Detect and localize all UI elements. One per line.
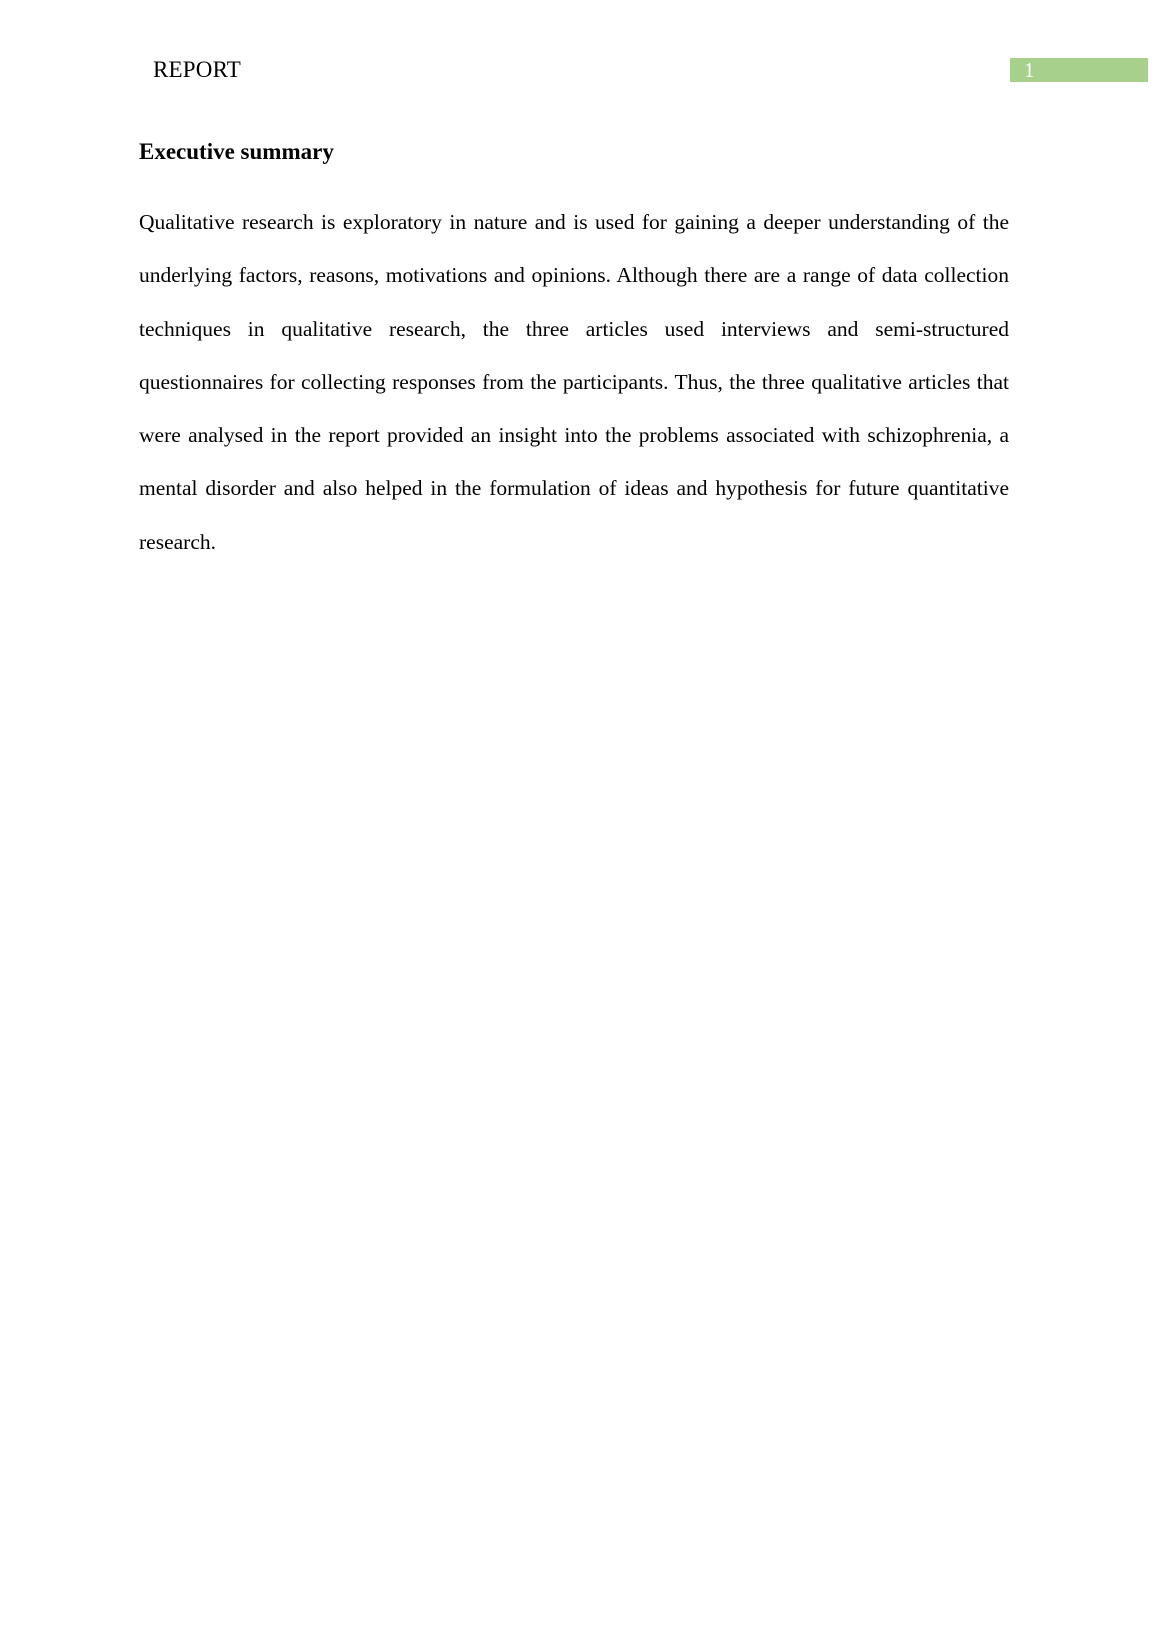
summary-paragraph: Qualitative research is exploratory in nature and is used for gaining a deeper understanding of the underlying factors, reasons, motivations and opinions. Although there are a range of data collection techniques in qualitative research, the three articles used interviews and semi-structured questionnaires for collecting responses from the participants. Thus, the three qualitative articles that were analysed in the report provided an insight into the problems associated with schizophrenia, a mental disorder and also helped in the formulation of ideas and hypothesis for future quantitative research.	[139, 210, 1009, 554]
page-number-badge	[1010, 58, 1148, 82]
section-heading: Executive summary	[139, 139, 334, 164]
page-number: 1	[1024, 58, 1035, 82]
running-head: REPORT	[153, 57, 242, 82]
